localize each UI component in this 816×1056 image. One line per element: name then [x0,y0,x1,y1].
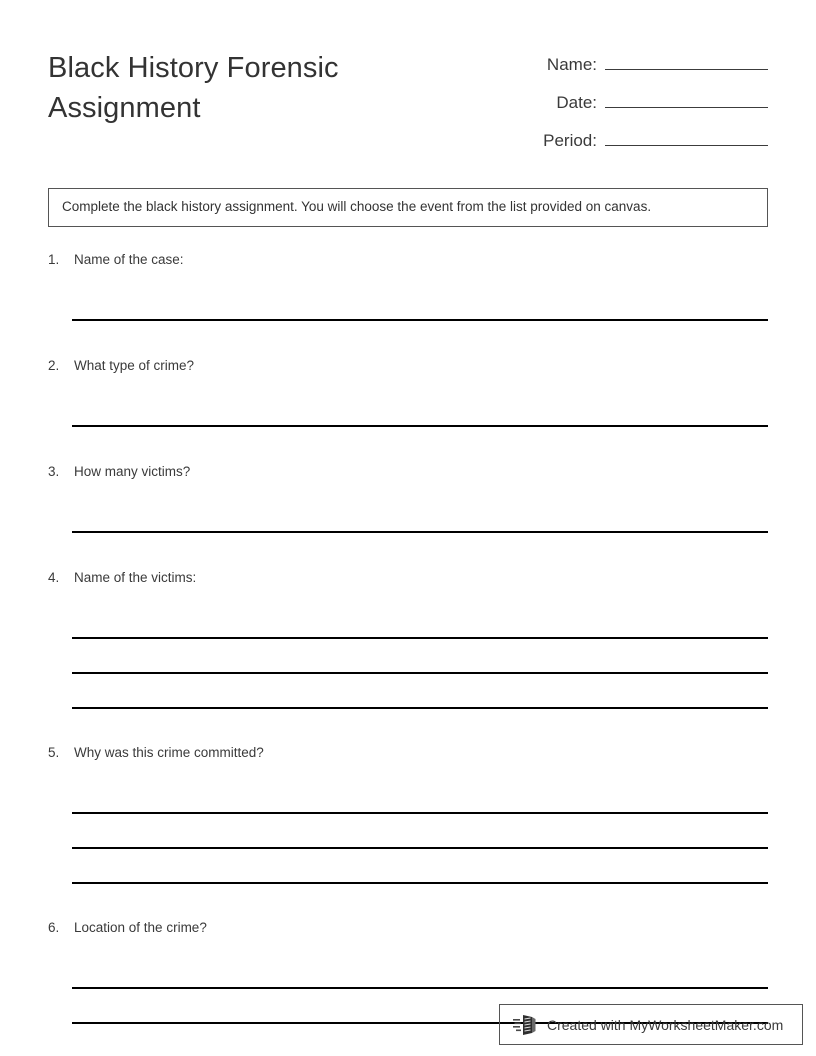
answer-line[interactable] [72,604,768,639]
questions-list [48,244,768,1056]
instructions-box [48,188,768,227]
page-title-line-1: Black History Forensic [48,52,339,84]
question-text-5: Why was this crime committed? [74,745,264,760]
name-field-label: Name: [546,55,597,74]
question-number-5: 5. [48,745,60,760]
answer-line[interactable] [72,814,768,849]
question-item-4 [48,562,768,737]
question-text-4: Name of the victims: [74,570,197,585]
field-row-date [496,88,768,126]
field-row-name [496,50,768,88]
page-title [48,44,339,128]
question-number-3: 3. [48,464,60,479]
question-number-6: 6. [48,920,60,935]
instructions-text: Complete the black history assignment. You will choose the event from the list provided on canvas. [62,199,652,214]
worksheet-maker-logo-icon [513,1013,539,1037]
date-field-input[interactable] [605,88,768,108]
question-text-3: How many victims? [74,464,191,479]
page-title-line-2: Assignment [48,92,201,124]
answer-line[interactable] [72,286,768,321]
question-number-4: 4. [48,570,60,585]
question-number-1: 1. [48,252,60,267]
worksheet-maker-badge[interactable] [499,1004,803,1045]
question-heading-6 [48,912,768,937]
answer-line[interactable] [72,779,768,814]
date-field-label: Date: [556,93,597,112]
question-item-3 [48,456,768,562]
question-heading-5 [48,737,768,762]
answer-area-3 [72,481,768,533]
name-field-input[interactable] [605,50,768,70]
question-text-2: What type of crime? [74,358,195,373]
question-item-5 [48,737,768,912]
answer-line[interactable] [72,639,768,674]
field-row-period [496,126,768,164]
question-text-1: Name of the case: [74,252,184,267]
worksheet-header [48,44,768,164]
question-text-6: Location of the crime? [74,920,207,935]
period-field-input[interactable] [605,126,768,146]
question-heading-4 [48,562,768,587]
answer-line[interactable] [72,392,768,427]
answer-line[interactable] [72,954,768,989]
student-info-fields [496,44,768,164]
answer-line[interactable] [72,849,768,884]
answer-line[interactable] [72,674,768,709]
question-item-2 [48,350,768,456]
question-number-2: 2. [48,358,60,373]
answer-line[interactable] [72,498,768,533]
answer-area-5 [72,762,768,884]
answer-area-1 [72,269,768,321]
badge-text: Created with MyWorksheetMaker.com [547,1016,784,1033]
answer-area-4 [72,587,768,709]
question-heading-2 [48,350,768,375]
question-heading-3 [48,456,768,481]
question-item-1 [48,244,768,350]
question-heading-1 [48,244,768,269]
period-field-label: Period: [543,131,597,150]
answer-area-2 [72,375,768,427]
